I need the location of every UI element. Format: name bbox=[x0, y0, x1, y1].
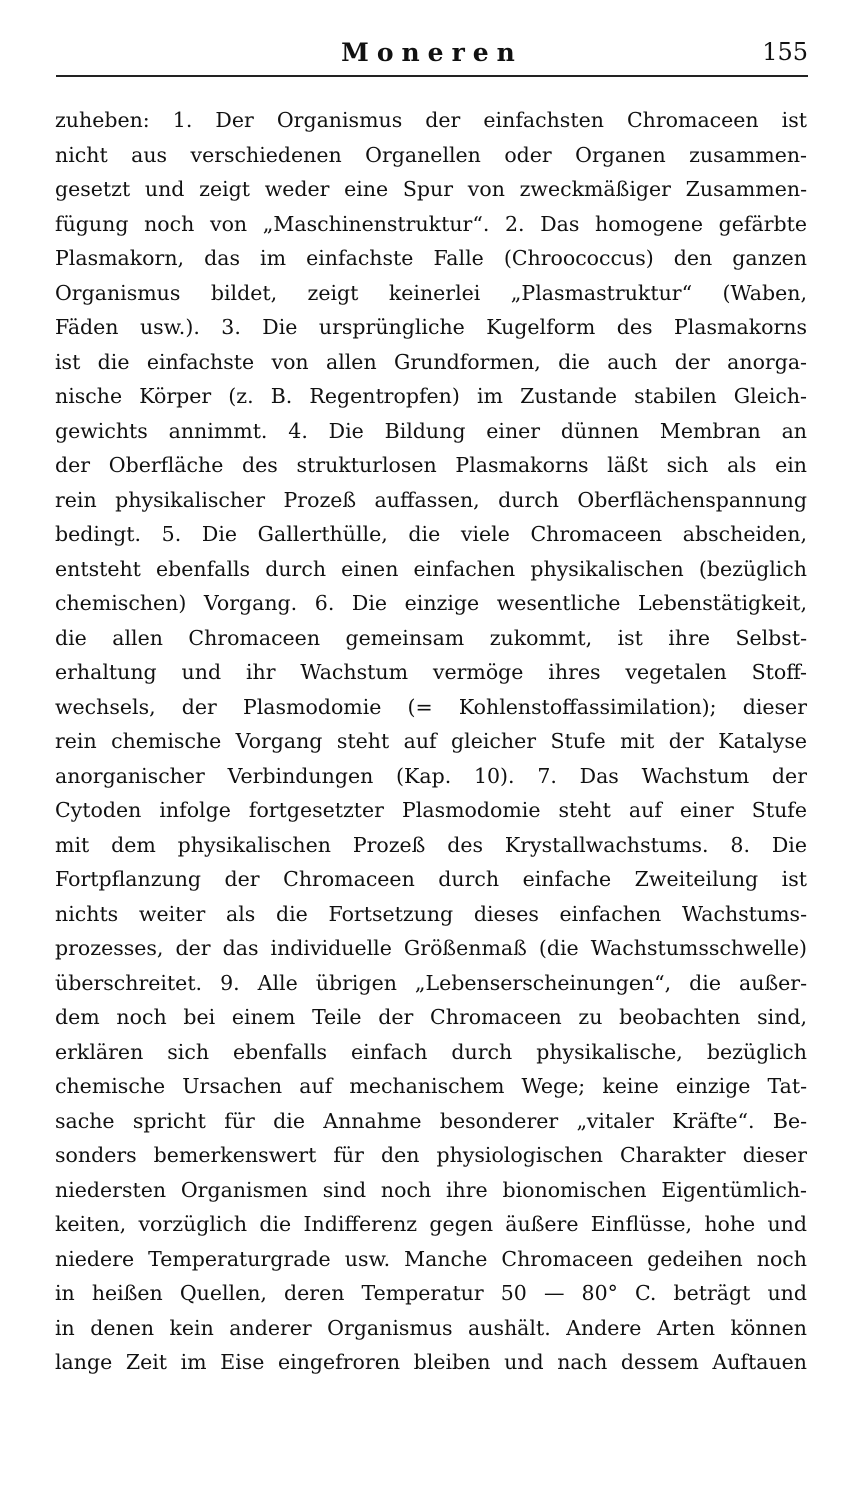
text-line: ist die einfachste von allen Grundformen, die auch der anorga- bbox=[55, 349, 807, 374]
text-line: chemischen) Vorgang. 6. Die einzige wesentliche Lebenstätigkeit, bbox=[55, 591, 807, 615]
text-line: sache spricht für die Annahme besonderer „vitaler Kräfte“. Be- bbox=[55, 1108, 807, 1133]
text-line: keiten, vorzüglich die Indifferenz gegen äußere Einflüsse, hohe und bbox=[55, 1212, 807, 1236]
text-line: der Oberfläche des strukturlosen Plasmakorns läßt sich als ein bbox=[55, 453, 807, 477]
text-line: niedere Temperaturgrade usw. Manche Chromaceen gedeihen noch bbox=[55, 1246, 807, 1271]
text-line: sonders bemerkenswert für den physiologischen Charakter dieser bbox=[55, 1143, 807, 1167]
text-line: Organismus bildet, zeigt keinerlei „Plasmastruktur“ (Waben, bbox=[55, 280, 807, 305]
text-line: erhaltung und ihr Wachstum vermöge ihres vegetalen Stoff- bbox=[55, 660, 807, 684]
text-line: erklären sich ebenfalls einfach durch physikalische, bezüglich bbox=[55, 1039, 807, 1064]
page-header bbox=[56, 38, 808, 74]
page-number: 155 bbox=[762, 38, 808, 66]
text-line: chemische Ursachen auf mechanischem Wege; keine einzige Tat- bbox=[55, 1074, 807, 1098]
text-line: bedingt. 5. Die Gallerthülle, die viele Chromaceen abscheiden, bbox=[55, 522, 807, 546]
text-line: lange Zeit im Eise eingefroren bleiben und nach dessem Auftauen bbox=[55, 1350, 807, 1374]
text-line: anorganischer Verbindungen (Kap. 10). 7. Das Wachstum der bbox=[55, 763, 807, 788]
text-line: Cytoden infolge fortgesetzter Plasmodomie steht auf einer Stufe bbox=[55, 798, 807, 822]
text-line: nische Körper (z. B. Regentropfen) im Zustande stabilen Gleich- bbox=[55, 384, 807, 408]
text-line: mit dem physikalischen Prozeß des Krystallwachstums. 8. Die bbox=[55, 832, 807, 857]
running-title: Moneren bbox=[341, 38, 523, 67]
text-line: nicht aus verschiedenen Organellen oder Organen zusammen- bbox=[55, 142, 807, 167]
text-line: Plasmakorn, das im einfachste Falle (Chroococcus) den ganzen bbox=[55, 246, 807, 270]
text-line: Fäden usw.). 3. Die ursprüngliche Kugelform des Plasmakorns bbox=[55, 315, 807, 339]
text-line: die allen Chromaceen gemeinsam zukommt, ist ihre Selbst- bbox=[55, 625, 807, 650]
text-line: überschreitet. 9. Alle übrigen „Lebenserscheinungen“, die außer- bbox=[55, 970, 807, 995]
text-line: Fortpflanzung der Chromaceen durch einfache Zweiteilung ist bbox=[55, 867, 807, 891]
text-line: in heißen Quellen, deren Temperatur 50 — 80° C. beträgt und bbox=[55, 1281, 807, 1305]
text-line: nichts weiter als die Fortsetzung dieses einfachen Wachstums- bbox=[55, 901, 807, 926]
text-line: zuheben: 1. Der Organismus der einfachsten Chromaceen ist bbox=[55, 108, 807, 132]
text-line: in denen kein anderer Organismus aushält. Andere Arten können bbox=[55, 1315, 807, 1340]
body-text bbox=[55, 103, 807, 1380]
text-line: fügung noch von „Maschinenstruktur“. 2. Das homogene gefärbte bbox=[55, 211, 807, 236]
text-line: gewichts annimmt. 4. Die Bildung einer dünnen Membran an bbox=[55, 418, 807, 443]
text-line: rein chemische Vorgang steht auf gleicher Stufe mit der Katalyse bbox=[55, 729, 807, 753]
text-line: gesetzt und zeigt weder eine Spur von zweckmäßiger Zusammen- bbox=[55, 177, 807, 201]
text-line: entsteht ebenfalls durch einen einfachen physikalischen (bezüglich bbox=[55, 556, 807, 581]
text-line: wechsels, der Plasmodomie (= Kohlenstoffassimilation); dieser bbox=[55, 694, 807, 719]
text-line: prozesses, der das individuelle Größenmaß (die Wachstumsschwelle) bbox=[55, 936, 807, 960]
text-line: niedersten Organismen sind noch ihre bionomischen Eigentümlich- bbox=[55, 1177, 807, 1202]
text-line: rein physikalischer Prozeß auffassen, durch Oberflächenspannung bbox=[55, 487, 807, 512]
text-line: dem noch bei einem Teile der Chromaceen zu beobachten sind, bbox=[55, 1005, 807, 1029]
header-rule bbox=[56, 75, 808, 77]
